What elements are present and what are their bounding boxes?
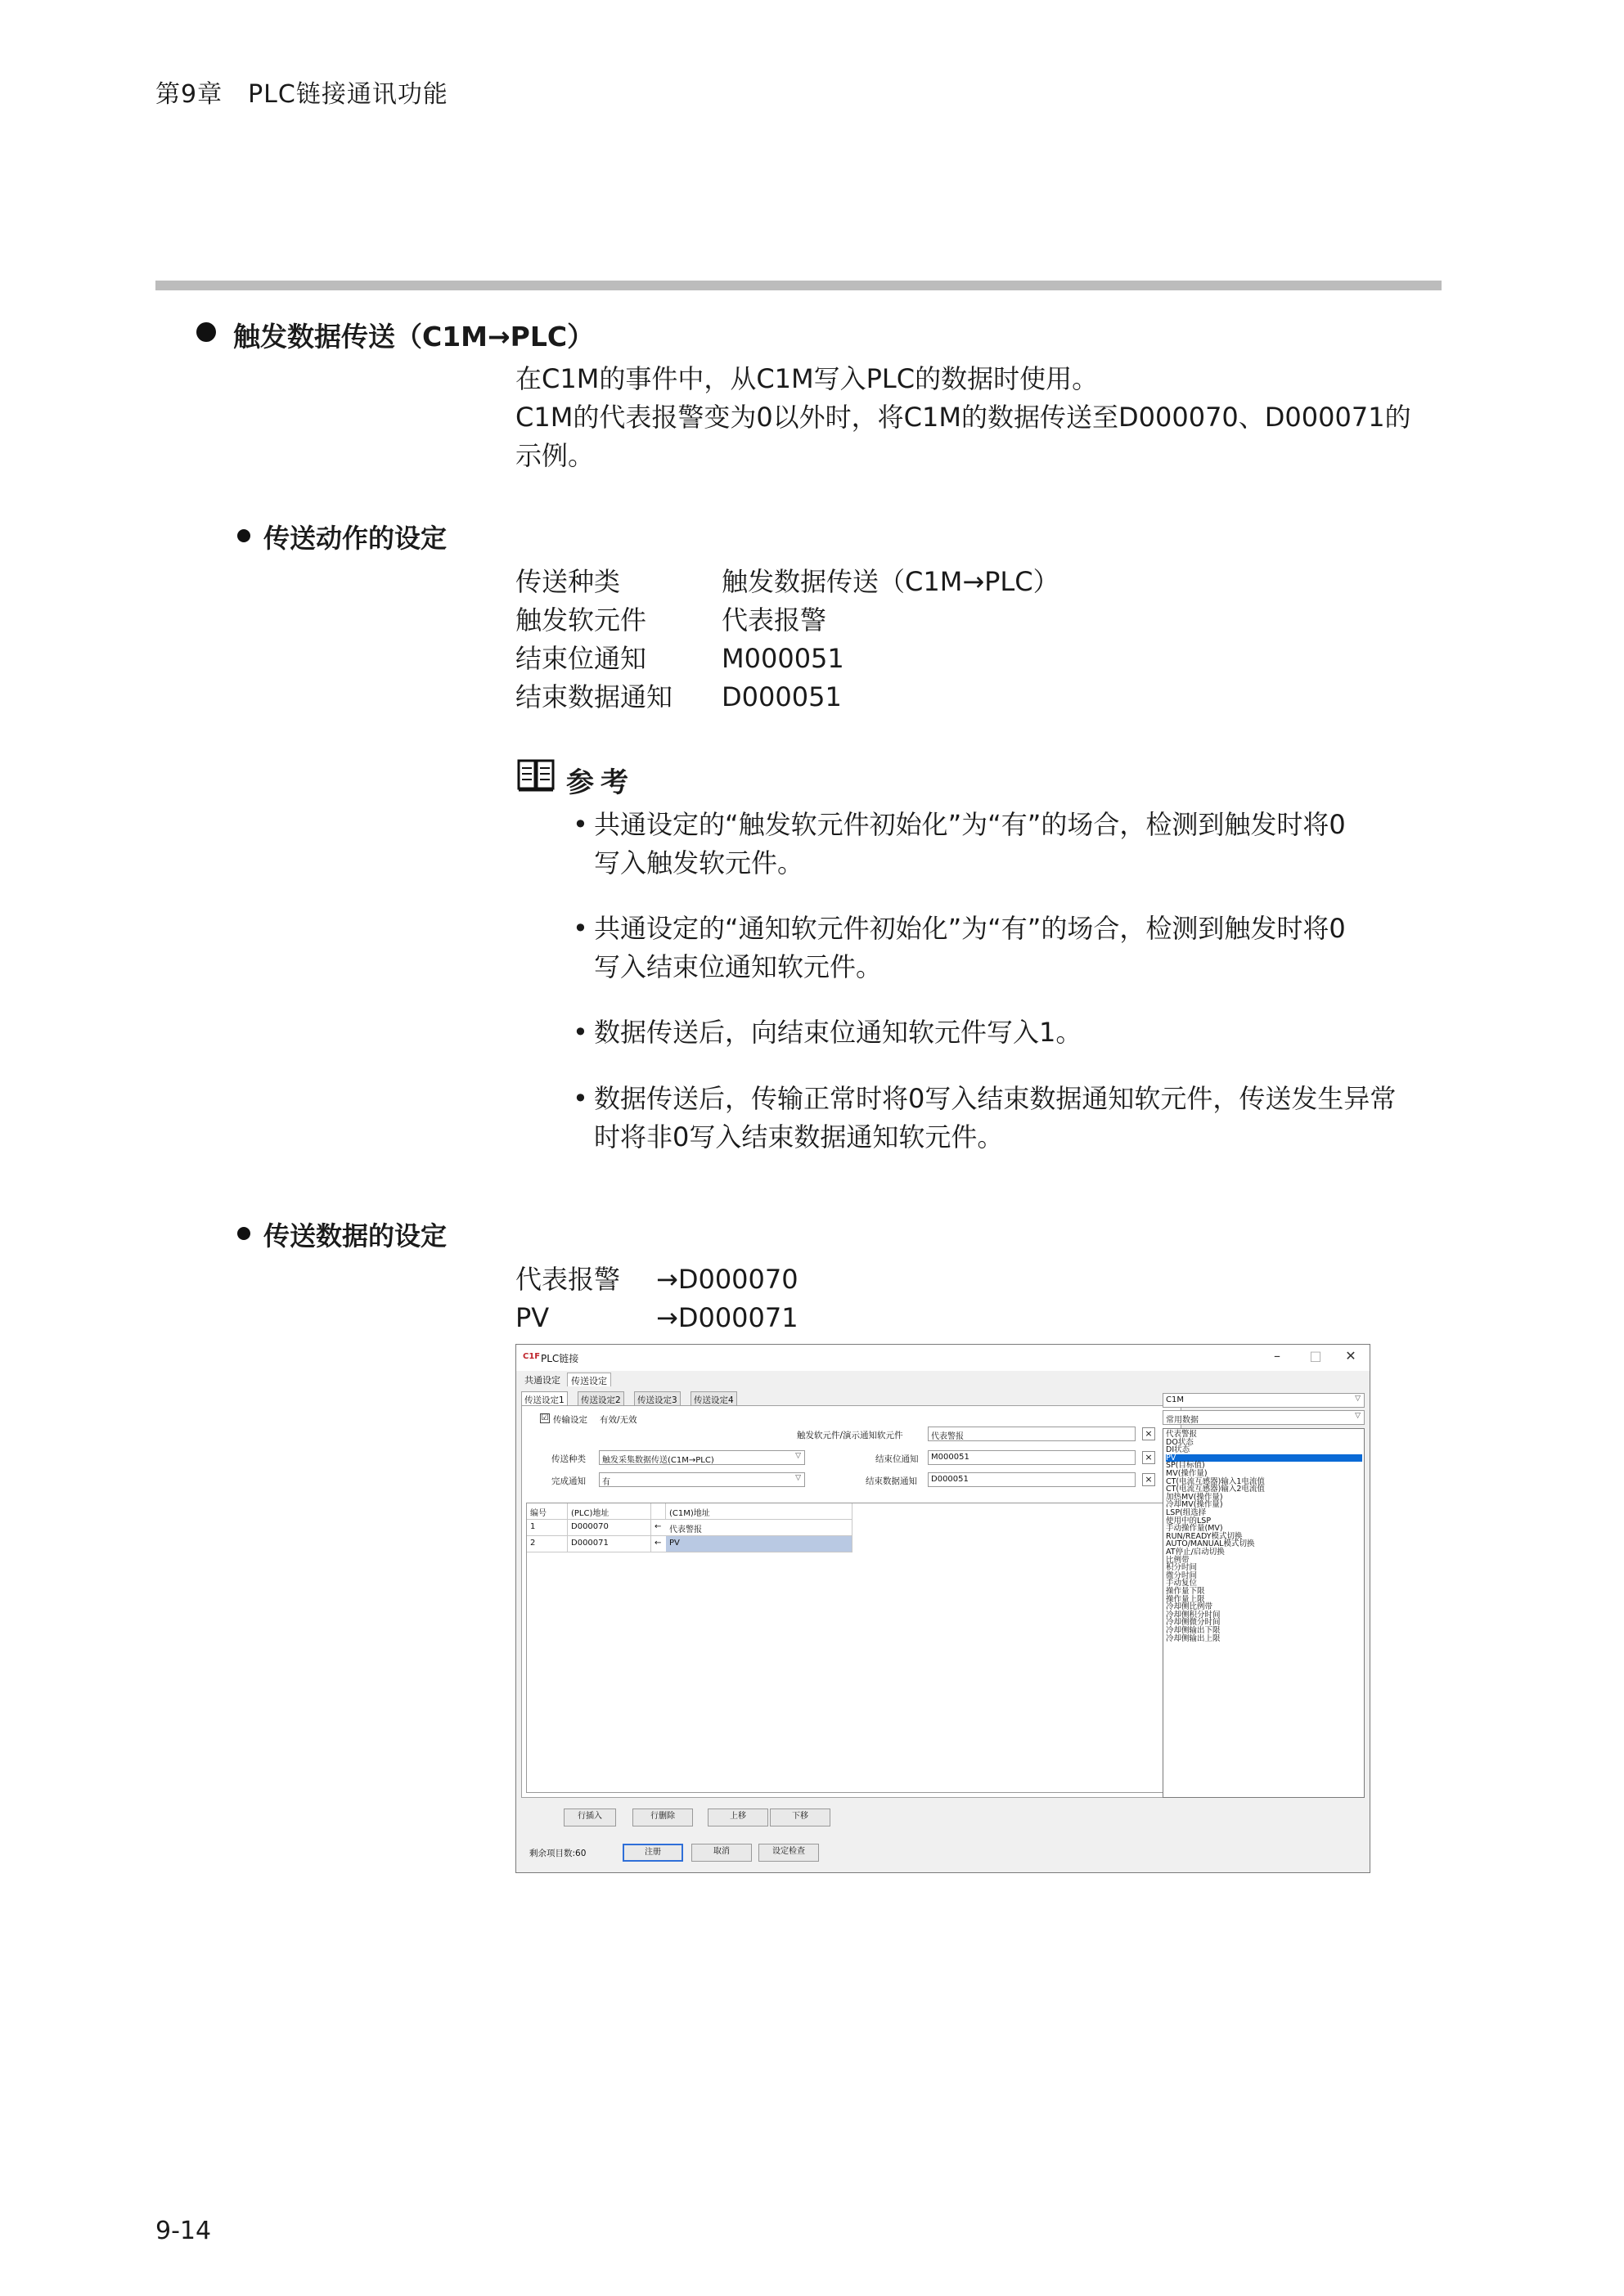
close-button[interactable]: ✕ <box>1345 1348 1356 1364</box>
reference-title: 参考 <box>566 766 635 799</box>
left-arrow-icon: ← <box>651 1520 666 1536</box>
list-item[interactable]: 冷却侧输出下限 <box>1166 1626 1221 1635</box>
list-item[interactable]: 冷却MV(操作量) <box>1166 1500 1223 1510</box>
list-item[interactable]: 手动操作量(MV) <box>1166 1524 1223 1534</box>
address-grid <box>526 1503 1172 1793</box>
list-item[interactable]: RUN/READY模式切换 <box>1166 1531 1243 1541</box>
window-title: PLC链接 <box>541 1353 579 1364</box>
chevron-down-icon: ▽ <box>795 1474 801 1482</box>
left-arrow-icon: ← <box>651 1536 666 1552</box>
move-up-button[interactable]: 上移 <box>708 1808 768 1826</box>
tab-transfer-setting-2[interactable]: 传送设定2 <box>578 1391 624 1406</box>
section-bullet <box>196 322 216 342</box>
maximize-button[interactable]: □ <box>1309 1348 1322 1364</box>
list-item[interactable]: 操作量下限 <box>1166 1587 1205 1596</box>
end-bit-label: 结束位通知 <box>875 1454 919 1464</box>
end-data-label: 结束数据通知 <box>866 1476 917 1486</box>
setting-value: D000051 <box>722 681 842 712</box>
note-line: 数据传送后，传输正常时将0写入结束数据通知软元件，传送发生异常 <box>594 1083 1397 1114</box>
trigger-device-field[interactable]: 代表警报 <box>928 1427 1136 1441</box>
complete-notify-label: 完成通知 <box>551 1476 586 1486</box>
complete-notify-value: 有 <box>602 1478 610 1487</box>
setting-key: 结束数据通知 <box>515 681 673 712</box>
page-number: 9-14 <box>155 2217 212 2245</box>
data-item-list[interactable] <box>1163 1428 1365 1798</box>
subsection-bullet <box>237 1227 250 1240</box>
chevron-down-icon: ▽ <box>795 1452 801 1460</box>
enable-checkbox[interactable]: ☑ <box>541 1413 549 1422</box>
end-bit-field[interactable]: M000051 <box>928 1450 1136 1465</box>
list-item[interactable]: DI状态 <box>1166 1445 1190 1455</box>
complete-notify-dropdown[interactable] <box>599 1472 805 1487</box>
tab-transfer-setting-4[interactable]: 传送设定4 <box>691 1391 737 1406</box>
data-key: 代表报警 <box>515 1264 621 1295</box>
reference-note <box>573 806 1502 883</box>
data-key: PV <box>515 1302 550 1333</box>
tab-common-settings[interactable]: 共通设定 <box>524 1375 560 1386</box>
intro-line: C1M的代表报警变为0以外时，将C1M的数据传送至D000070、D000071的 <box>515 402 1411 433</box>
action-settings-list <box>515 563 1252 718</box>
end-bit-clear-button[interactable]: × <box>1142 1451 1155 1464</box>
list-item[interactable]: 操作量上限 <box>1166 1594 1205 1604</box>
intro-line: 在C1M的事件中，从C1M写入PLC的数据时使用。 <box>515 363 1099 394</box>
book-icon <box>517 758 555 793</box>
list-item-selected[interactable]: PV <box>1166 1454 1362 1463</box>
table-row-no[interactable]: 1 <box>527 1520 568 1536</box>
setting-value: 触发数据传送（C1M→PLC） <box>722 566 1059 597</box>
list-item[interactable]: AUTO/MANUAL模式切换 <box>1166 1539 1255 1549</box>
action-settings-heading: 传送动作的设定 <box>263 523 448 554</box>
note-bullet: • <box>573 809 588 840</box>
setting-key: 触发软元件 <box>515 604 647 636</box>
enable-label: 传输设定 <box>553 1415 587 1425</box>
remaining-items-label: 剩余项目数:60 <box>529 1849 587 1858</box>
setting-value: 代表报警 <box>722 604 827 636</box>
table-row-no[interactable]: 2 <box>527 1536 568 1552</box>
section-intro <box>515 360 1448 475</box>
cancel-button[interactable]: 取消 <box>691 1844 752 1862</box>
reference-note <box>573 910 1502 986</box>
list-item[interactable]: CT(电流互感器)输入2电流值 <box>1166 1485 1265 1494</box>
chevron-down-icon: ▽ <box>1355 1412 1361 1420</box>
delete-row-button[interactable]: 行删除 <box>632 1808 693 1826</box>
table-row-plc[interactable]: D000071 <box>568 1536 651 1552</box>
list-item[interactable]: 比例带 <box>1166 1555 1190 1565</box>
list-item[interactable]: 使用中的LSP <box>1166 1516 1212 1525</box>
list-item[interactable]: 手动复位 <box>1166 1579 1198 1588</box>
list-item[interactable]: SP(目标值) <box>1166 1461 1205 1471</box>
grid-header-c1m: (C1M)地址 <box>666 1503 852 1520</box>
tab-transfer-setting-3[interactable]: 传送设定3 <box>634 1391 681 1406</box>
settings-check-button[interactable]: 设定检查 <box>758 1844 819 1862</box>
category-dropdown-value: 常用数据 <box>1166 1416 1199 1425</box>
transfer-type-dropdown[interactable] <box>599 1450 805 1465</box>
data-settings-heading: 传送数据的设定 <box>263 1220 448 1251</box>
note-bullet: • <box>573 1083 588 1114</box>
insert-row-button[interactable]: 行插入 <box>564 1808 616 1826</box>
note-bullet: • <box>573 1017 588 1048</box>
table-row-plc[interactable]: D000070 <box>568 1520 651 1536</box>
list-item[interactable]: CT(电流互感器)输入1电流值 <box>1166 1476 1265 1486</box>
note-line: 共通设定的“通知软元件初始化”为“有”的场合，检测到触发时将0 <box>594 913 1346 944</box>
list-item[interactable]: 代表警报 <box>1166 1430 1198 1439</box>
note-bullet: • <box>573 913 588 944</box>
setting-value: M000051 <box>722 643 844 674</box>
setting-key: 传送种类 <box>515 566 621 597</box>
end-data-clear-button[interactable]: × <box>1142 1473 1155 1486</box>
list-item[interactable]: 冷却侧积分时间 <box>1166 1610 1221 1620</box>
list-item[interactable]: 冷却侧微分时间 <box>1166 1618 1221 1628</box>
plc-link-window <box>515 1344 1370 1873</box>
chevron-down-icon: ▽ <box>1355 1395 1361 1403</box>
section-title: 触发数据传送（C1M→PLC） <box>233 321 595 353</box>
chapter-header: 第9章 PLC链接通讯功能 <box>155 80 448 109</box>
list-item[interactable]: MV(操作量) <box>1166 1469 1208 1478</box>
reference-note <box>573 1080 1502 1157</box>
tab-transfer-settings[interactable]: 传送设定 <box>567 1373 611 1386</box>
device-dropdown-value: C1M <box>1166 1395 1184 1404</box>
list-item[interactable]: 微分时间 <box>1166 1570 1198 1580</box>
grid-header-arrow <box>651 1503 666 1520</box>
list-item[interactable]: AT停止/启动切换 <box>1166 1548 1225 1557</box>
transfer-type-value: 触发采集数据传送(C1M→PLC) <box>602 1456 714 1465</box>
enable-value-label: 有效/无效 <box>600 1415 637 1425</box>
app-logo: C1F <box>523 1352 541 1361</box>
intro-line: 示例。 <box>515 440 595 471</box>
move-down-button[interactable]: 下移 <box>770 1808 830 1826</box>
list-item[interactable]: 冷却侧输出上限 <box>1166 1633 1221 1643</box>
section-rule <box>155 281 1442 290</box>
note-line: 写入触发软元件。 <box>594 847 804 878</box>
end-data-field[interactable]: D000051 <box>928 1472 1136 1487</box>
minimize-button[interactable]: – <box>1274 1348 1280 1364</box>
device-dropdown[interactable] <box>1163 1393 1365 1408</box>
grid-header-plc: (PLC)地址 <box>568 1503 651 1520</box>
list-item[interactable]: DO状态 <box>1166 1437 1194 1447</box>
list-item[interactable]: 加热MV(操作量) <box>1166 1492 1223 1502</box>
grid-header-no: 编号 <box>527 1503 568 1520</box>
list-item[interactable]: LSP(组选择 <box>1166 1508 1207 1517</box>
note-line: 数据传送后，向结束位通知软元件写入1。 <box>594 1017 1082 1048</box>
list-item[interactable]: 积分时间 <box>1166 1563 1198 1573</box>
note-line: 写入结束位通知软元件。 <box>594 951 883 982</box>
subsection-bullet <box>237 529 250 542</box>
note-line: 时将非0写入结束数据通知软元件。 <box>594 1121 1004 1152</box>
window-titlebar <box>516 1345 1370 1371</box>
category-dropdown[interactable] <box>1163 1410 1365 1425</box>
register-button[interactable]: 注册 <box>623 1844 683 1862</box>
tab-transfer-setting-1[interactable]: 传送设定1 <box>521 1391 568 1406</box>
reference-note <box>573 1013 1502 1052</box>
data-value: →D000071 <box>656 1302 799 1333</box>
table-row-c1m[interactable]: 代表警报 <box>666 1520 852 1536</box>
note-line: 共通设定的“触发软元件初始化”为“有”的场合，检测到触发时将0 <box>594 809 1346 840</box>
setting-key: 结束位通知 <box>515 643 647 674</box>
transfer-type-label: 传送种类 <box>551 1454 586 1464</box>
list-item[interactable]: 冷却侧比例带 <box>1166 1602 1213 1612</box>
trigger-device-label: 触发软元件/演示通知软元件 <box>797 1431 903 1440</box>
data-value: →D000070 <box>656 1264 799 1295</box>
trigger-clear-button[interactable]: × <box>1142 1427 1155 1440</box>
table-row-c1m-selected[interactable]: PV <box>666 1536 852 1552</box>
data-settings-list <box>515 1260 1088 1339</box>
